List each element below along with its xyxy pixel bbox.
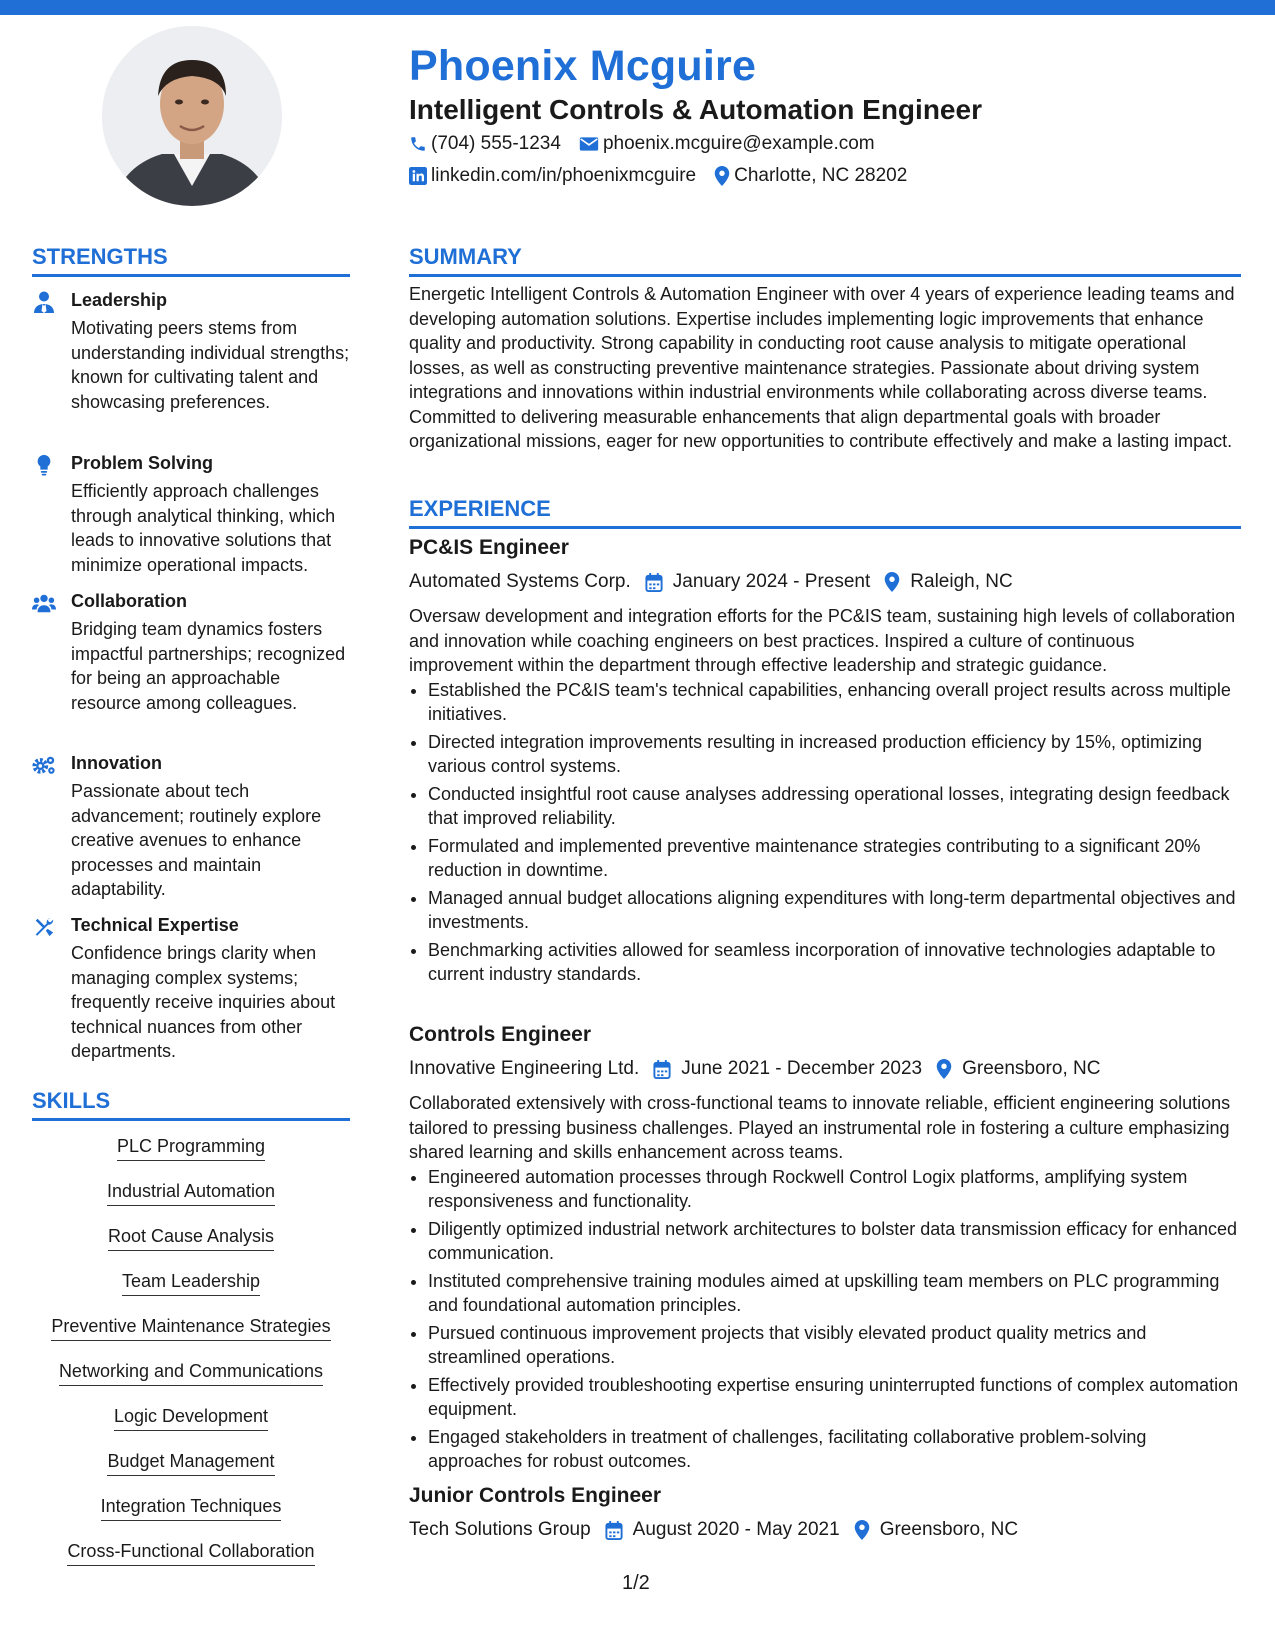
location-contact <box>714 165 907 187</box>
job-bullets <box>409 678 1241 987</box>
job-description: Oversaw development and integration efforts for the PC&IS team, sustaining high levels of collaboration and innovation while coaching engineers on best practices. Inspired a culture of continuous improvement within the department through effective leadership and strategic guidance. <box>409 606 1236 675</box>
bullet-item: • Directed integration improvements resulting in increased production efficiency by 15%, optimizing various control systems. <box>428 730 1241 779</box>
map-marker-icon <box>714 166 730 186</box>
job-meta <box>409 566 1241 598</box>
bullet-item: • Conducted insightful root cause analyses addressing operational losses, integrating design feedback that improved reliability. <box>428 782 1241 831</box>
job-title: Junior Controls Engineer <box>409 1484 662 1507</box>
experience-entry-pcis-engineer <box>409 536 1241 990</box>
strength-title: Innovation <box>71 753 162 773</box>
skill-item: Cross-Functional Collaboration <box>32 1541 350 1586</box>
job-dates: June 2021 - December 2023 <box>653 1058 922 1080</box>
calendar-icon <box>605 1521 623 1540</box>
skill-item: PLC Programming <box>32 1136 350 1181</box>
skill-item: Integration Techniques <box>32 1496 350 1541</box>
company-name: Automated Systems Corp. <box>409 571 631 592</box>
strength-description: Passionate about tech advancement; routinely explore creative avenues to enhance processes and maintain adaptability. <box>71 781 322 899</box>
email-contact[interactable] <box>579 133 875 155</box>
bullet-item: • Engaged stakeholders in treatment of challenges, facilitating collaborative problem-solving approaches for robust outcomes. <box>428 1425 1241 1474</box>
skills-heading: SKILLS <box>32 1088 350 1121</box>
bullet-item: • Effectively provided troubleshooting expertise ensuring uninterrupted functions of complex automation equipment. <box>428 1373 1241 1422</box>
contact-row-secondary <box>409 165 925 187</box>
lightbulb-icon <box>32 454 56 476</box>
bullet-item: • Engineered automation processes through Rockwell Control Logix platforms, amplifying system responsiveness and functionality. <box>428 1165 1241 1214</box>
job-dates: August 2020 - May 2021 <box>605 1519 840 1541</box>
job-location: Raleigh, NC <box>884 571 1012 593</box>
bullet-item: • Managed annual budget allocations aligning expenditures with long-term departmental objectives and investments. <box>428 886 1241 935</box>
skill-item: Logic Development <box>32 1406 350 1451</box>
skill-item: Root Cause Analysis <box>32 1226 350 1271</box>
email-text: phoenix.mcguire@example.com <box>602 133 875 154</box>
experience-entry-junior-controls-engineer <box>409 1484 1241 1546</box>
strength-description: Motivating peers stems from understanding individual strengths; known for cultivating talent and showcasing preferences. <box>71 318 350 412</box>
bullet-item: • Established the PC&IS team's technical capabilities, enhancing overall project results across multiple initiatives. <box>428 678 1241 727</box>
tools-icon <box>32 916 56 938</box>
candidate-title: Intelligent Controls & Automation Engineer <box>409 94 982 125</box>
experience-heading: EXPERIENCE <box>409 496 1241 529</box>
candidate-name: Phoenix Mcguire <box>409 42 757 90</box>
strength-description: Confidence brings clarity when managing complex systems; frequently receive inquiries about technical nuances from other departments. <box>71 943 336 1061</box>
location-text: Charlotte, NC 28202 <box>734 165 908 186</box>
strength-description: Bridging team dynamics fosters impactful partnerships; recognized for being an approachable resource among colleagues. <box>71 619 346 713</box>
page-number: 1/2 <box>622 1572 650 1594</box>
job-location: Greensboro, NC <box>936 1058 1100 1080</box>
linkedin-text: linkedin.com/in/phoenixmcguire <box>431 165 697 186</box>
bullet-item: • Pursued continuous improvement projects that visibly elevated product quality metrics and streamlined operations. <box>428 1321 1241 1370</box>
skill-item: Industrial Automation <box>32 1181 350 1226</box>
skill-item: Preventive Maintenance Strategies <box>32 1316 350 1361</box>
linkedin-contact[interactable] <box>409 165 696 187</box>
user-tie-icon <box>32 291 56 313</box>
phone-contact[interactable] <box>409 133 561 155</box>
phone-text: (704) 555-1234 <box>431 133 561 154</box>
bullet-item: • Benchmarking activities allowed for seamless incorporation of innovative technologies adaptable to current industry standards. <box>428 938 1241 987</box>
bullet-item: • Instituted comprehensive training modules aimed at upskilling team members on PLC programming and foundational automation principles. <box>428 1269 1241 1318</box>
skill-item: Team Leadership <box>32 1271 350 1316</box>
envelope-icon <box>579 136 599 152</box>
top-accent-bar <box>0 0 1275 15</box>
job-title: Controls Engineer <box>409 1023 592 1046</box>
job-bullets <box>409 1165 1241 1474</box>
linkedin-icon <box>409 167 427 185</box>
job-meta <box>409 1053 1241 1085</box>
job-description: Collaborated extensively with cross-functional teams to innovate reliable, efficient engineering solutions tailored to pressing business challenges. Played an instrumental role in fostering a culture emphasizing shared learning and skills enhancement across teams. <box>409 1093 1231 1162</box>
map-marker-icon <box>884 572 900 592</box>
strength-title: Problem Solving <box>71 453 214 473</box>
experience-entry-controls-engineer <box>409 1023 1241 1477</box>
strength-description: Efficiently approach challenges through analytical thinking, which leads to innovative solutions that minimize operational impacts. <box>71 481 336 575</box>
bullet-item: • Formulated and implemented preventive maintenance strategies contributing to a significant 20% reduction in downtime. <box>428 834 1241 883</box>
contact-row-primary <box>409 133 893 155</box>
job-meta <box>409 1514 1241 1546</box>
job-dates: January 2024 - Present <box>645 571 871 593</box>
cogs-icon <box>32 754 56 776</box>
map-marker-icon <box>854 1520 870 1540</box>
strengths-heading: STRENGTHS <box>32 244 350 277</box>
skills-list <box>32 1136 350 1586</box>
job-title: PC&IS Engineer <box>409 536 569 559</box>
profile-photo <box>102 26 282 206</box>
users-icon <box>32 592 56 614</box>
strength-title: Collaboration <box>71 591 187 611</box>
calendar-icon <box>645 573 663 592</box>
bullet-item: • Diligently optimized industrial network architectures to bolster data transmission efficacy for enhanced communication. <box>428 1217 1241 1266</box>
skill-item: Budget Management <box>32 1451 350 1496</box>
skill-item: Networking and Communications <box>32 1361 350 1406</box>
job-location: Greensboro, NC <box>854 1519 1018 1541</box>
phone-icon <box>409 135 427 153</box>
company-name: Tech Solutions Group <box>409 1519 591 1540</box>
company-name: Innovative Engineering Ltd. <box>409 1058 640 1079</box>
summary-text: Energetic Intelligent Controls & Automation Engineer with over 4 years of experience leading teams and developing automation solutions. Expertise includes implementing logic improvements that enhance quality and productivity. Strong capability in conducting root cause analysis to mitigate operational losses, as well as constructing preventive maintenance strategies. Passionate about driving system integrations and innovations within industrial environments while collaborating across diverse teams. Committed to delivering measurable enhancements that align departmental goals with broader organizational missions, eager for new opportunities to contribute effectively and make a lasting impact. <box>409 284 1235 451</box>
summary-heading: SUMMARY <box>409 244 1241 277</box>
strength-title: Leadership <box>71 290 168 310</box>
map-marker-icon <box>936 1059 952 1079</box>
strength-title: Technical Expertise <box>71 915 239 935</box>
calendar-icon <box>653 1060 671 1079</box>
